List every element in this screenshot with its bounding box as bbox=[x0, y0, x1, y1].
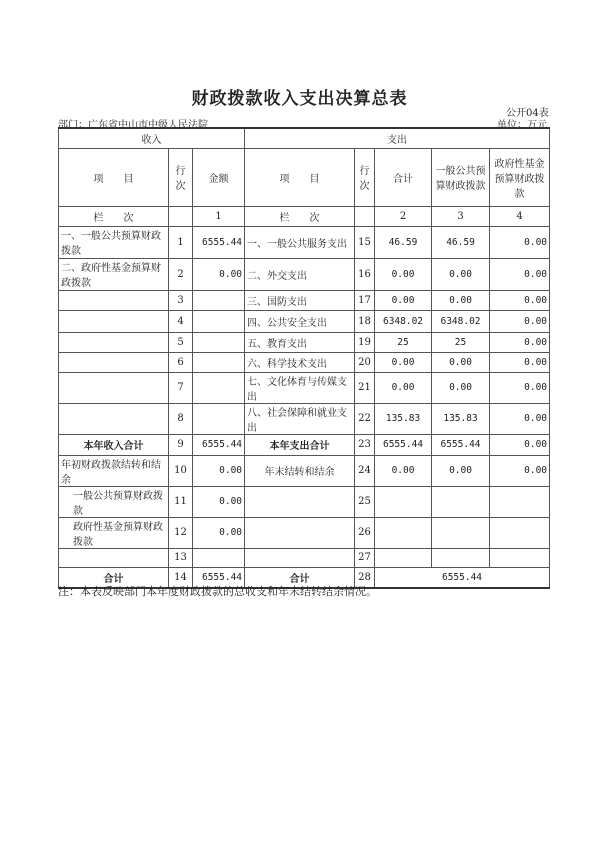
expense-total bbox=[375, 486, 432, 517]
expense-general-budget: 0.00 bbox=[432, 352, 490, 372]
gov-fund-header: 政府性基金预算财政拨款 bbox=[490, 148, 550, 206]
expense-item: 四、公共安全支出 bbox=[245, 310, 355, 332]
income-line: 1 bbox=[169, 226, 193, 258]
expense-total: 6555.44 bbox=[375, 434, 432, 455]
expense-line-header: 行次 bbox=[355, 148, 375, 206]
expense-general-budget: 6555.44 bbox=[432, 434, 490, 455]
expense-line: 18 bbox=[355, 310, 375, 332]
expense-gov-fund: 0.00 bbox=[490, 290, 550, 310]
col-index-2: 2 bbox=[375, 206, 432, 226]
income-item bbox=[59, 290, 169, 310]
income-line: 5 bbox=[169, 332, 193, 352]
income-item: 本年收入合计 bbox=[59, 434, 169, 455]
expense-total-amount: 6555.44 bbox=[375, 567, 550, 588]
column-label: 栏 次 bbox=[245, 206, 355, 226]
income-amount bbox=[193, 290, 245, 310]
income-item: 合计 bbox=[59, 567, 169, 588]
expense-general-budget: 0.00 bbox=[432, 290, 490, 310]
expense-gov-fund: 0.00 bbox=[490, 226, 550, 258]
income-item bbox=[59, 372, 169, 403]
income-line: 11 bbox=[169, 486, 193, 517]
income-amount: 0.00 bbox=[193, 486, 245, 517]
expense-gov-fund: 0.00 bbox=[490, 372, 550, 403]
income-line: 3 bbox=[169, 290, 193, 310]
expense-item bbox=[245, 486, 355, 517]
general-budget-header: 一般公共预算财政拨款 bbox=[432, 148, 490, 206]
expense-gov-fund: 0.00 bbox=[490, 258, 550, 290]
income-amount: 6555.44 bbox=[193, 567, 245, 588]
income-line: 12 bbox=[169, 517, 193, 548]
expense-line: 15 bbox=[355, 226, 375, 258]
table-row bbox=[59, 332, 550, 352]
table-row bbox=[59, 290, 550, 310]
expense-general-budget bbox=[432, 517, 490, 548]
expense-item bbox=[245, 548, 355, 567]
expense-gov-fund: 0.00 bbox=[490, 434, 550, 455]
expense-item: 五、教育支出 bbox=[245, 332, 355, 352]
footnote: 注：本表反映部门本年度财政拨款的总收支和年末结转结余情况。 bbox=[58, 585, 377, 598]
expense-item bbox=[245, 517, 355, 548]
table-row bbox=[59, 372, 550, 403]
table-row bbox=[59, 352, 550, 372]
expense-gov-fund bbox=[490, 517, 550, 548]
expense-gov-fund bbox=[490, 548, 550, 567]
expense-general-budget bbox=[432, 486, 490, 517]
expense-line: 16 bbox=[355, 258, 375, 290]
expense-item: 三、国防支出 bbox=[245, 290, 355, 310]
expense-gov-fund: 0.00 bbox=[490, 352, 550, 372]
expense-line: 26 bbox=[355, 517, 375, 548]
income-item bbox=[59, 310, 169, 332]
income-line: 2 bbox=[169, 258, 193, 290]
table-row bbox=[59, 434, 550, 455]
expense-item-header: 项 目 bbox=[245, 148, 355, 206]
expense-line: 20 bbox=[355, 352, 375, 372]
income-amount: 0.00 bbox=[193, 517, 245, 548]
table-row bbox=[59, 258, 550, 290]
expense-general-budget: 46.59 bbox=[432, 226, 490, 258]
expense-line: 28 bbox=[355, 567, 375, 588]
unit-label: 单位：万元 bbox=[497, 120, 547, 131]
expense-gov-fund: 0.00 bbox=[490, 332, 550, 352]
expense-general-budget: 0.00 bbox=[432, 372, 490, 403]
income-item: 年初财政拨款结转和结余 bbox=[59, 455, 169, 486]
income-item bbox=[59, 548, 169, 567]
table-row bbox=[59, 486, 550, 517]
income-amount-header: 金额 bbox=[193, 148, 245, 206]
expense-line: 25 bbox=[355, 486, 375, 517]
expense-header: 支出 bbox=[245, 128, 550, 148]
expense-item: 七、文化体育与传媒支出 bbox=[245, 372, 355, 403]
income-line: 10 bbox=[169, 455, 193, 486]
expense-general-budget: 135.83 bbox=[432, 403, 490, 434]
expense-item: 八、社会保障和就业支出 bbox=[245, 403, 355, 434]
table-row bbox=[59, 548, 550, 567]
income-item: 一般公共预算财政拨款 bbox=[59, 486, 169, 517]
expense-total: 46.59 bbox=[375, 226, 432, 258]
expense-line: 27 bbox=[355, 548, 375, 567]
income-header: 收入 bbox=[59, 128, 245, 148]
expense-line: 17 bbox=[355, 290, 375, 310]
income-amount: 6555.44 bbox=[193, 226, 245, 258]
expense-general-budget bbox=[432, 548, 490, 567]
expense-line: 21 bbox=[355, 372, 375, 403]
income-amount: 0.00 bbox=[193, 258, 245, 290]
income-item: 政府性基金预算财政拨款 bbox=[59, 517, 169, 548]
expense-total: 135.83 bbox=[375, 403, 432, 434]
expense-total: 0.00 bbox=[375, 372, 432, 403]
expense-item: 本年支出合计 bbox=[245, 434, 355, 455]
form-code: 公开04表 bbox=[506, 108, 549, 119]
income-line: 8 bbox=[169, 403, 193, 434]
income-item: 二、政府性基金预算财政拨款 bbox=[59, 258, 169, 290]
expense-total: 0.00 bbox=[375, 455, 432, 486]
fiscal-appropriation-table bbox=[58, 127, 550, 589]
expense-line: 19 bbox=[355, 332, 375, 352]
expense-general-budget: 0.00 bbox=[432, 258, 490, 290]
income-line-header: 行次 bbox=[169, 148, 193, 206]
expense-line: 23 bbox=[355, 434, 375, 455]
column-label: 栏 次 bbox=[59, 206, 169, 226]
expense-total bbox=[375, 548, 432, 567]
expense-total: 25 bbox=[375, 332, 432, 352]
income-amount: 6555.44 bbox=[193, 434, 245, 455]
expense-gov-fund: 0.00 bbox=[490, 455, 550, 486]
expense-total: 6348.02 bbox=[375, 310, 432, 332]
expense-line: 24 bbox=[355, 455, 375, 486]
expense-general-budget: 0.00 bbox=[432, 455, 490, 486]
income-amount bbox=[193, 352, 245, 372]
table-row bbox=[59, 226, 550, 258]
income-line: 4 bbox=[169, 310, 193, 332]
page-title: 财政拨款收入支出决算总表 bbox=[191, 89, 408, 109]
income-amount bbox=[193, 548, 245, 567]
expense-item: 二、外交支出 bbox=[245, 258, 355, 290]
expense-gov-fund bbox=[490, 486, 550, 517]
expense-total-header: 合计 bbox=[375, 148, 432, 206]
income-item bbox=[59, 332, 169, 352]
expense-item: 合计 bbox=[245, 567, 355, 588]
table-row bbox=[59, 455, 550, 486]
income-line: 13 bbox=[169, 548, 193, 567]
expense-line: 22 bbox=[355, 403, 375, 434]
income-line: 9 bbox=[169, 434, 193, 455]
expense-gov-fund: 0.00 bbox=[490, 403, 550, 434]
expense-general-budget: 25 bbox=[432, 332, 490, 352]
income-amount bbox=[193, 372, 245, 403]
table-row bbox=[59, 403, 550, 434]
income-item: 一、一般公共预算财政拨款 bbox=[59, 226, 169, 258]
expense-item: 年末结转和结余 bbox=[245, 455, 355, 486]
expense-total bbox=[375, 517, 432, 548]
income-amount bbox=[193, 403, 245, 434]
col-index-3: 3 bbox=[432, 206, 490, 226]
expense-item: 六、科学技术支出 bbox=[245, 352, 355, 372]
expense-total: 0.00 bbox=[375, 290, 432, 310]
expense-total: 0.00 bbox=[375, 352, 432, 372]
table-row bbox=[59, 517, 550, 548]
expense-item: 一、一般公共服务支出 bbox=[245, 226, 355, 258]
department-label: 部门：广东省中山市中级人民法院 bbox=[58, 120, 208, 131]
expense-gov-fund: 0.00 bbox=[490, 310, 550, 332]
income-line: 6 bbox=[169, 352, 193, 372]
table-row bbox=[59, 310, 550, 332]
income-item bbox=[59, 352, 169, 372]
income-amount bbox=[193, 332, 245, 352]
income-item-header: 项 目 bbox=[59, 148, 169, 206]
income-line: 14 bbox=[169, 567, 193, 588]
col-index-1: 1 bbox=[193, 206, 245, 226]
income-line: 7 bbox=[169, 372, 193, 403]
expense-general-budget: 6348.02 bbox=[432, 310, 490, 332]
income-amount: 0.00 bbox=[193, 455, 245, 486]
expense-total: 0.00 bbox=[375, 258, 432, 290]
income-item bbox=[59, 403, 169, 434]
income-amount bbox=[193, 310, 245, 332]
col-index-4: 4 bbox=[490, 206, 550, 226]
